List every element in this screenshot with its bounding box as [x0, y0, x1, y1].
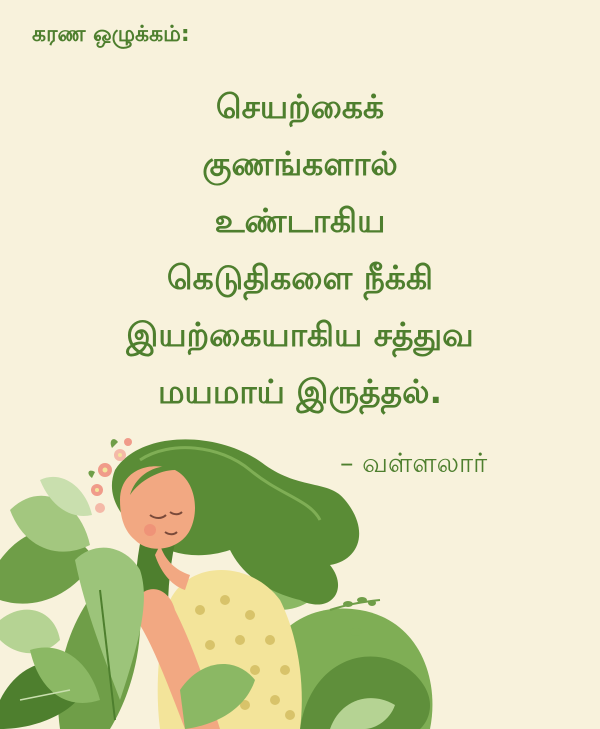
- quote-line: மயமாய் இருத்தல்.: [157, 372, 443, 411]
- leaf-icon: [0, 610, 60, 654]
- quote-author: – வள்ளலார்: [340, 448, 488, 479]
- quote-block: [0, 78, 600, 420]
- page-heading: கரண ஒழுக்கம்:: [32, 22, 190, 47]
- quote-line: செயற்கைக்: [215, 87, 385, 126]
- face-icon: [120, 466, 195, 548]
- quote-line: இயற்கையாகிய சத்துவ: [126, 315, 474, 354]
- quote-line: கெடுதிகளை நீக்கி: [166, 258, 434, 297]
- quote-line: உண்டாகிய: [214, 201, 386, 240]
- woman-illustration-icon: [0, 420, 600, 729]
- quote-line: குணங்களால்: [202, 144, 398, 183]
